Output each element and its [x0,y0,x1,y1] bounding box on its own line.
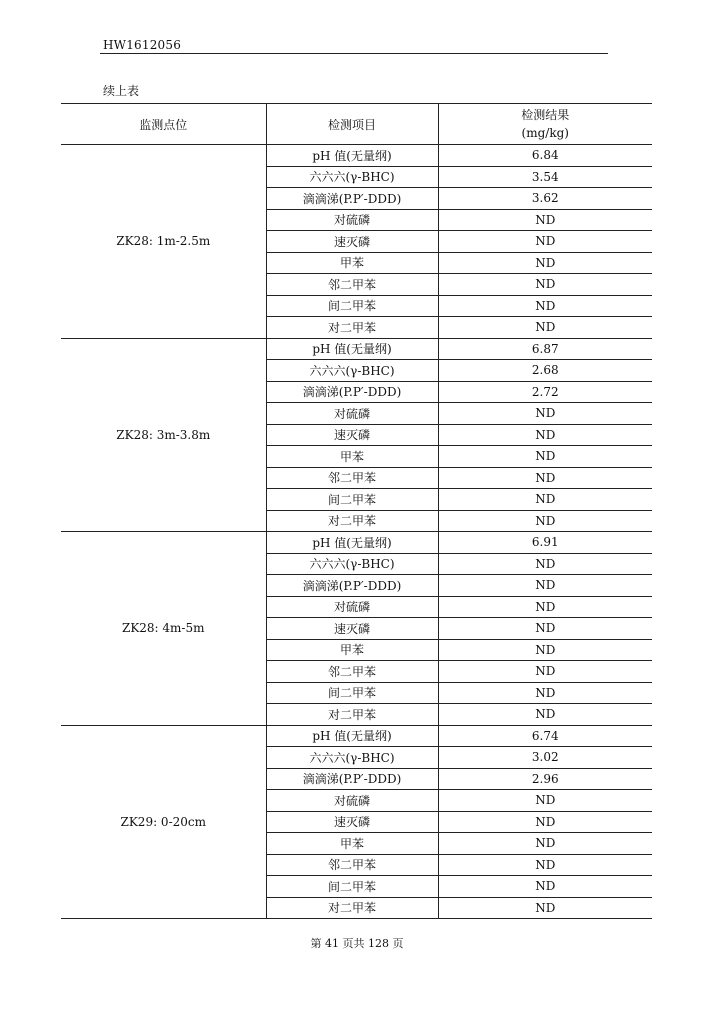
item-cell: 间二甲苯 [266,295,438,317]
item-cell: pH 值(无量纲) [266,532,438,554]
result-cell: ND [438,618,652,640]
result-cell: ND [438,661,652,683]
item-cell: 速灭磷 [266,231,438,253]
result-cell: 3.02 [438,747,652,769]
item-cell: 对二甲苯 [266,510,438,532]
item-cell: 甲苯 [266,446,438,468]
header-item: 检测项目 [266,104,438,145]
item-cell: 间二甲苯 [266,489,438,511]
item-cell: 邻二甲苯 [266,274,438,296]
result-cell: 3.62 [438,188,652,210]
table-row [61,725,652,747]
result-cell: ND [438,639,652,661]
item-cell: 对二甲苯 [266,704,438,726]
item-cell: 间二甲苯 [266,682,438,704]
result-cell: ND [438,446,652,468]
header-result-title: 检测结果 [521,108,570,122]
item-cell: 对硫磷 [266,596,438,618]
header-result-unit: (mg/kg) [521,126,569,140]
table-row [61,145,652,167]
page-number: 第 41 页共 128 页 [310,937,404,950]
table-body [61,145,652,919]
result-cell: ND [438,833,652,855]
result-cell: ND [438,510,652,532]
result-cell: ND [438,489,652,511]
item-cell: 甲苯 [266,833,438,855]
item-cell: 间二甲苯 [266,876,438,898]
result-cell: 2.68 [438,360,652,382]
item-cell: 滴滴涕(P.P′-DDD) [266,768,438,790]
result-cell: 6.84 [438,145,652,167]
result-cell: ND [438,596,652,618]
item-cell: 六六六(γ-BHC) [266,360,438,382]
result-cell: ND [438,467,652,489]
result-cell: ND [438,403,652,425]
header-result [438,104,652,145]
table-row [61,338,652,360]
result-cell: ND [438,811,652,833]
item-cell: 对二甲苯 [266,317,438,339]
site-cell: ZK28: 4m-5m [61,532,266,726]
item-cell: 甲苯 [266,639,438,661]
item-cell: 六六六(γ-BHC) [266,166,438,188]
item-cell: 速灭磷 [266,424,438,446]
result-cell: ND [438,295,652,317]
table-row [61,532,652,554]
continued-label: 续上表 [103,84,140,98]
result-cell: ND [438,790,652,812]
item-cell: 六六六(γ-BHC) [266,553,438,575]
item-cell: 对二甲苯 [266,897,438,919]
item-cell: 速灭磷 [266,811,438,833]
item-cell: pH 值(无量纲) [266,145,438,167]
result-cell: ND [438,897,652,919]
site-cell: ZK29: 0-20cm [61,725,266,919]
item-cell: 邻二甲苯 [266,467,438,489]
item-cell: 对硫磷 [266,790,438,812]
result-cell: ND [438,274,652,296]
result-cell: ND [438,876,652,898]
result-cell: 6.74 [438,725,652,747]
result-cell: ND [438,704,652,726]
result-cell: ND [438,317,652,339]
item-cell: 滴滴涕(P.P′-DDD) [266,188,438,210]
site-cell: ZK28: 1m-2.5m [61,145,266,339]
result-cell: ND [438,854,652,876]
result-cell: ND [438,575,652,597]
result-cell: ND [438,682,652,704]
item-cell: 邻二甲苯 [266,661,438,683]
item-cell: 速灭磷 [266,618,438,640]
result-cell: ND [438,424,652,446]
document-id: HW1612056 [103,38,182,52]
result-cell: 2.72 [438,381,652,403]
item-cell: 对硫磷 [266,209,438,231]
result-cell: 6.87 [438,338,652,360]
result-cell: ND [438,252,652,274]
item-cell: pH 值(无量纲) [266,338,438,360]
results-table [61,103,652,919]
item-cell: 六六六(γ-BHC) [266,747,438,769]
result-cell: 3.54 [438,166,652,188]
result-cell: ND [438,553,652,575]
item-cell: 邻二甲苯 [266,854,438,876]
item-cell: 对硫磷 [266,403,438,425]
table-header-row [61,104,652,145]
item-cell: 滴滴涕(P.P′-DDD) [266,381,438,403]
item-cell: pH 值(无量纲) [266,725,438,747]
header-rule [100,53,608,54]
site-cell: ZK28: 3m-3.8m [61,338,266,532]
result-cell: ND [438,231,652,253]
result-cell: 6.91 [438,532,652,554]
header-site: 监测点位 [61,104,266,145]
result-cell: ND [438,209,652,231]
result-cell: 2.96 [438,768,652,790]
item-cell: 甲苯 [266,252,438,274]
item-cell: 滴滴涕(P.P′-DDD) [266,575,438,597]
